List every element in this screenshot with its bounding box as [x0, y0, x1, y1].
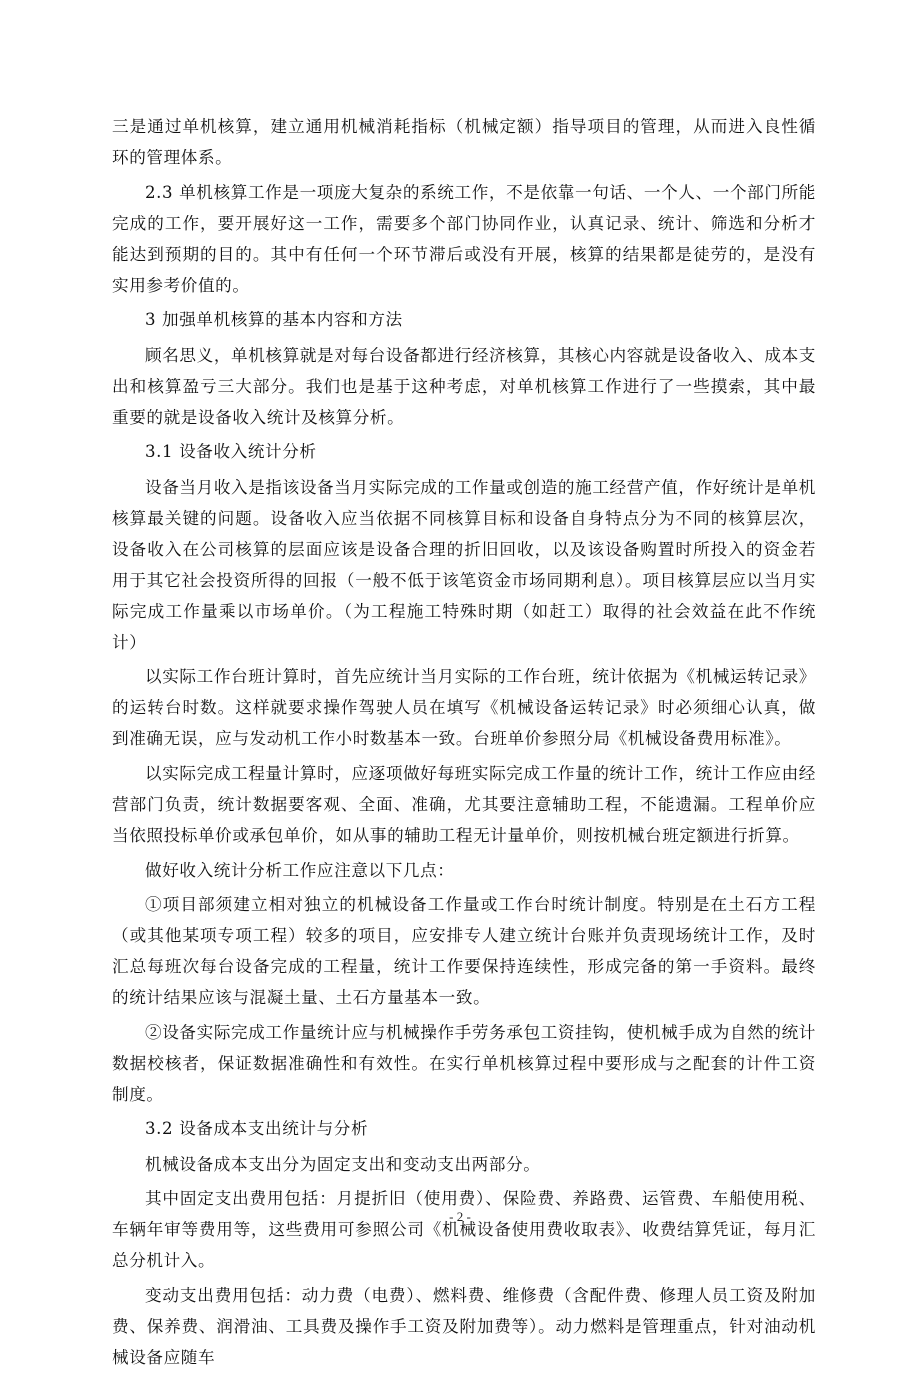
paragraph-2-3: 2.3 单机核算工作是一项庞大复杂的系统工作，不是依靠一句话、一个人、一个部门所能完成的工作，要开展好这一工作，需要多个部门协同作业，认真记录、统计、筛选和分析才能达到预期的目的。其中有任何一个环节滞后或没有开展，核算的结果都是徒劳的，是没有实用参考价值的。	[112, 182, 816, 295]
section-heading-3: 3 加强单机核算的基本内容和方法	[145, 310, 403, 330]
paragraph-cost-split: 机械设备成本支出分为固定支出和变动支出两部分。	[145, 1154, 541, 1174]
paragraph-monthly-income: 设备当月收入是指该设备当月实际完成的工作量或创造的施工经营产值，作好统计是单机核算最关键的问题。设备收入应当依据不同核算目标和设备自身特点分为不同的核算层次，设备收入在公司核算的层面应该是设备合理的折旧回收，以及该设备购置时所投入的资金若用于其它社会投资所得的回报（一般不低于该笔资金市场同期利息）。项目核算层应以当月实际完成工作量乘以市场单价。（为工程施工特殊时期（如赶工）取得的社会效益在此不作统计）	[112, 477, 816, 652]
paragraph-continuation: 三是通过单机核算，建立通用机械消耗指标（机械定额）指导项目的管理，从而进入良性循环的管理体系。	[112, 117, 816, 167]
section-heading-3-2: 3.2 设备成本支出统计与分析	[145, 1119, 369, 1139]
paragraph-fixed-costs: 其中固定支出费用包括：月提折旧（使用费）、保险费、养路费、运管费、车船使用税、车辆年审等费用等，这些费用可参照公司《机械设备使用费收取表》、收费结算凭证，每月汇总分机计入。	[112, 1189, 816, 1271]
list-item-1: ①项目部须建立相对独立的机械设备工作量或工作台时统计制度。特别是在土石方工程（或其他某项专项工程）较多的项目，应安排专人建立统计台账并负责现场统计工作，及时汇总每班次每台设备完成的工程量，统计工作要保持连续性，形成完备的第一手资料。最终的统计结果应该与混凝土量、土石方量基本一致。	[112, 895, 816, 1008]
list-item-2: ②设备实际完成工作量统计应与机械操作手劳务承包工资挂钩，使机械手成为自然的统计数据校核者，保证数据准确性和有效性。在实行单机核算过程中要形成与之配套的计件工资制度。	[112, 1022, 816, 1104]
paragraph-quantity-calculation: 以实际完成工程量计算时，应逐项做好每班实际完成工作量的统计工作，统计工作应由经营部门负责，统计数据要客观、全面、准确，尤其要注意辅助工程，不能遗漏。工程单价应当依照投标单价或承包单价，如从事的辅助工程无计量单价，则按机械台班定额进行折算。	[112, 763, 816, 845]
section-heading-3-1: 3.1 设备收入统计分析	[145, 442, 317, 462]
paragraph-definition: 顾名思义，单机核算就是对每台设备都进行经济核算，其核心内容就是设备收入、成本支出和核算盈亏三大部分。我们也是基于这种考虑，对单机核算工作进行了一些摸索，其中最重要的就是设备收入统计及核算分析。	[112, 345, 816, 427]
page-number: - 2 -	[449, 1209, 471, 1224]
paragraph-variable-costs: 变动支出费用包括：动力费（电费）、燃料费、维修费（含配件费、修理人员工资及附加费、保养费、润滑油、工具费及操作手工资及附加费等）。动力燃料是管理重点，针对油动机械设备应随车	[112, 1286, 816, 1368]
paragraph-shift-calculation: 以实际工作台班计算时，首先应统计当月实际的工作台班，统计依据为《机械运转记录》的运转台时数。这样就要求操作驾驶人员在填写《机械设备运转记录》时必须细心认真，做到准确无误，应与发动机工作小时数基本一致。台班单价参照分局《机械设备费用标准》。	[112, 667, 816, 749]
paragraph-notes-intro: 做好收入统计分析工作应注意以下几点：	[145, 860, 455, 880]
document-page	[112, 111, 816, 1377]
